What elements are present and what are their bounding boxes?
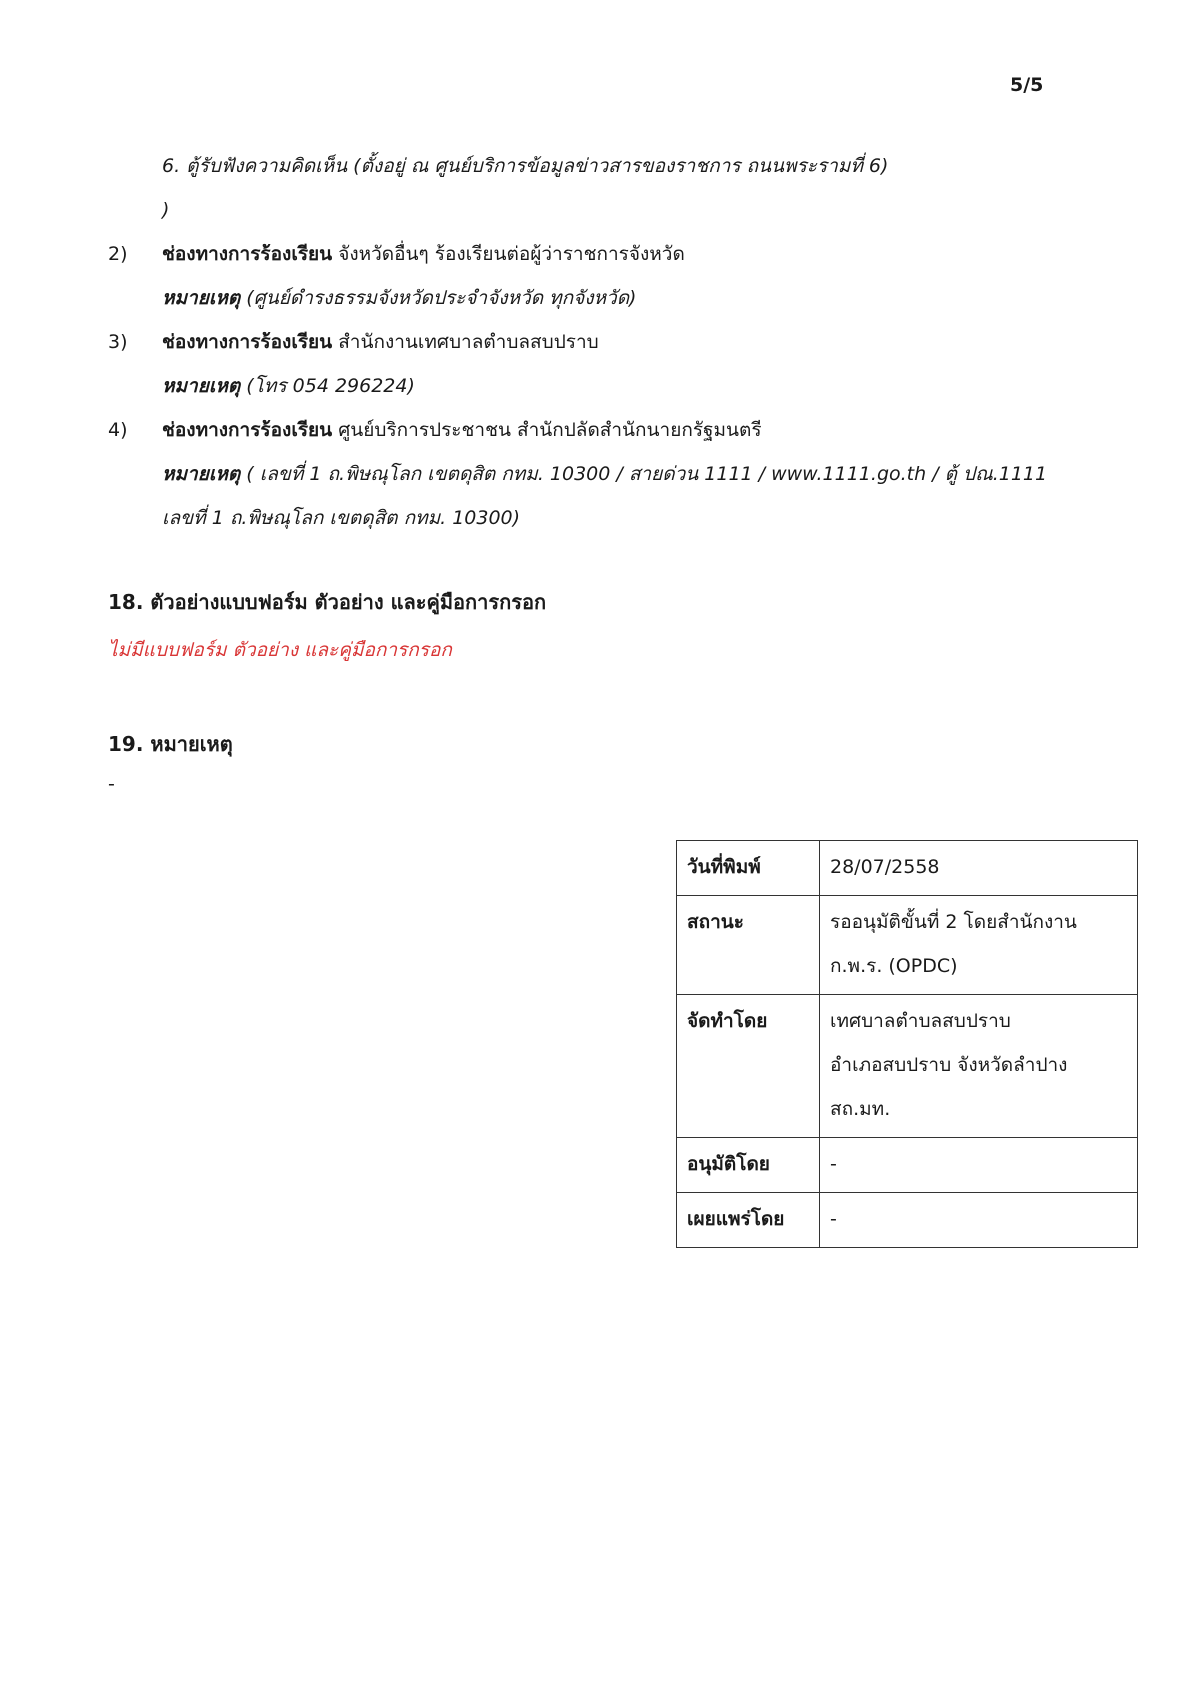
channel-label: ช่องทางการร้องเรียน xyxy=(162,243,333,265)
prepared-line: เทศบาลตำบลสบปราบ xyxy=(830,1010,1011,1032)
table-row xyxy=(677,841,1138,896)
channel-label: ช่องทางการร้องเรียน xyxy=(162,419,333,441)
page-number: 5/5 xyxy=(1010,74,1044,96)
table-row xyxy=(677,1193,1138,1248)
print-date-label: วันที่พิมพ์ xyxy=(677,841,820,896)
note-text: (โทร 054 296224) xyxy=(246,375,415,397)
channel-3-note xyxy=(162,364,415,408)
channel-text: สำนักงานเทศบาลตำบลสบปราบ xyxy=(338,331,599,353)
note-text: (ศูนย์ดำรงธรรมจังหวัดประจำจังหวัด ทุกจังหวัด) xyxy=(246,287,637,309)
note-text: ( เลขที่ 1 ถ.พิษณุโลก เขตดุสิต กทม. 10300 / สายด่วน 1111 / www.1111.go.th / ตู้ ปณ.1111 xyxy=(246,463,1048,485)
table-row xyxy=(677,1138,1138,1193)
status-label: สถานะ xyxy=(677,896,820,995)
status-line: รออนุมัติขั้นที่ 2 โดยสำนักงาน xyxy=(830,911,1077,933)
document-info-table xyxy=(676,840,1138,1248)
channel-4-note xyxy=(162,452,1047,496)
channel-4-line xyxy=(162,408,762,452)
section-18-heading: 18. ตัวอย่างแบบฟอร์ม ตัวอย่าง และคู่มือการกรอก xyxy=(108,590,547,614)
note-label: หมายเหตุ xyxy=(162,287,241,309)
approved-by-value: - xyxy=(820,1138,1138,1193)
status-value xyxy=(820,896,1138,995)
table-row xyxy=(677,896,1138,995)
section-19-heading: 19. หมายเหตุ xyxy=(108,732,233,756)
prepared-line: สถ.มท. xyxy=(830,1098,891,1120)
channel-label: ช่องทางการร้องเรียน xyxy=(162,331,333,353)
channel-number: 4) xyxy=(108,419,128,441)
channel-4-note-line2: เลขที่ 1 ถ.พิษณุโลก เขตดุสิต กทม. 10300) xyxy=(162,507,521,529)
prepared-line: อำเภอสบปราบ จังหวัดลำปาง xyxy=(830,1054,1068,1076)
published-by-label: เผยแพร่โดย xyxy=(677,1193,820,1248)
channel-2-line xyxy=(162,232,685,276)
approved-by-label: อนุมัติโดย xyxy=(677,1138,820,1193)
section-19-text: - xyxy=(108,773,115,795)
channel-6-text: 6. ตู้รับฟังความคิดเห็น (ตั้งอยู่ ณ ศูนย์บริการข้อมูลข่าวสารของราชการ ถนนพระรามที่ 6) xyxy=(162,155,889,177)
channel-text: ศูนย์บริการประชาชน สำนักปลัดสำนักนายกรัฐมนตรี xyxy=(338,419,762,441)
channel-6-text-close: ) xyxy=(162,199,170,221)
channel-number: 2) xyxy=(108,243,128,265)
print-date-value: 28/07/2558 xyxy=(820,841,1138,896)
channel-text: จังหวัดอื่นๆ ร้องเรียนต่อผู้ว่าราชการจังหวัด xyxy=(338,243,685,265)
channel-number: 3) xyxy=(108,331,128,353)
prepared-by-label: จัดทำโดย xyxy=(677,995,820,1138)
published-by-value: - xyxy=(820,1193,1138,1248)
note-label: หมายเหตุ xyxy=(162,375,241,397)
channel-2-note xyxy=(162,276,636,320)
table-row xyxy=(677,995,1138,1138)
status-line: ก.พ.ร. (OPDC) xyxy=(830,955,958,977)
section-18-text: ไม่มีแบบฟอร์ม ตัวอย่าง และคู่มือการกรอก xyxy=(108,639,452,661)
note-label: หมายเหตุ xyxy=(162,463,241,485)
channel-3-line xyxy=(162,320,599,364)
prepared-by-value xyxy=(820,995,1138,1138)
